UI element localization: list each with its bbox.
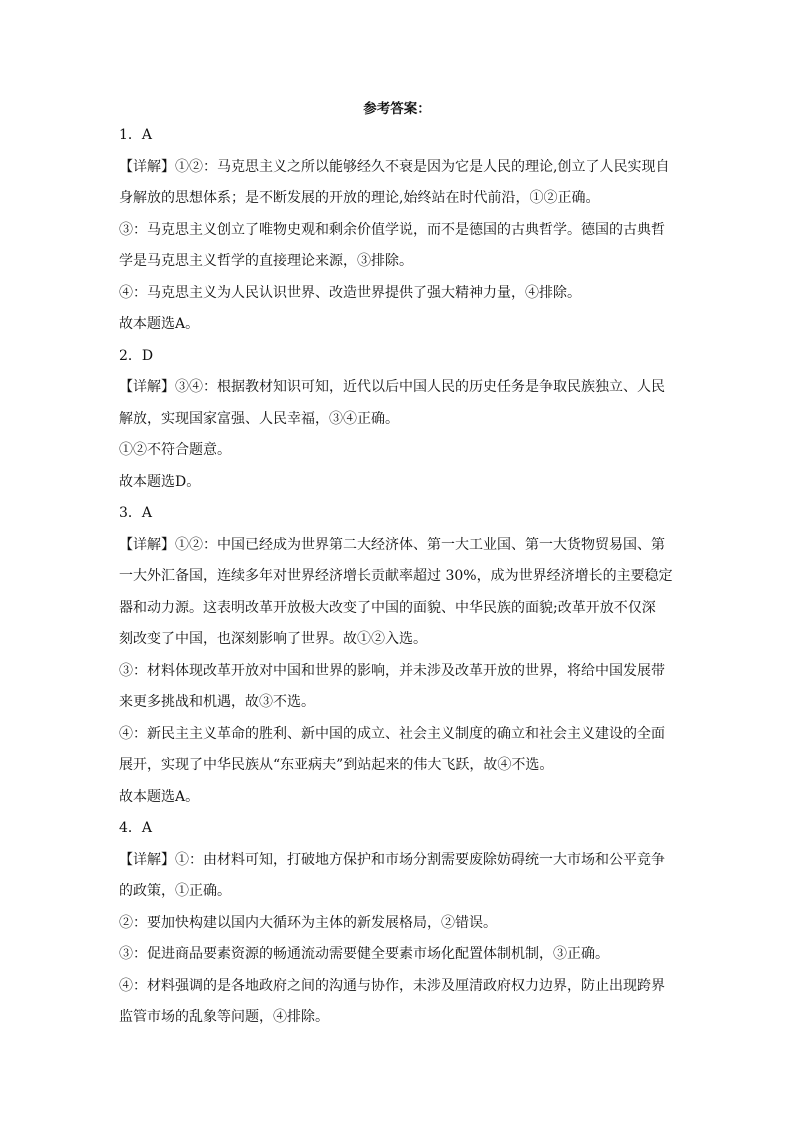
answer-line: ③：促进商品要素资源的畅通流动需要健全要素市场化配置体制机制，③正确。 <box>119 946 609 962</box>
answer-line: 故本题选A。 <box>119 788 200 805</box>
answer-line: 【详解】①②：马克思主义之所以能够经久不衰是因为它是人民的理论,创立了人民实现自 <box>119 158 670 175</box>
answer-line: ④：新民主主义革命的胜利、新中国的成立、社会主义制度的确立和社会主义建设的全面 <box>119 725 665 742</box>
answer-line: ④：材料强调的是各地政府之间的沟通与协作，未涉及厘清政府权力边界，防止出现跨界 <box>119 977 665 994</box>
answer-body <box>119 120 679 1034</box>
answer-line: ③：材料体现改革开放对中国和世界的影响，并未涉及改革开放的世界，将给中国发展带 <box>119 662 665 679</box>
answer-line: 1．A <box>119 127 153 143</box>
answer-line: 4．A <box>119 820 153 836</box>
page-title: 参考答案： <box>363 101 431 117</box>
answer-line: 学是马克思主义哲学的直接理论来源，③排除。 <box>119 253 413 269</box>
answer-line: 【详解】①：由材料可知，打破地方保护和市场分割需要废除妨碍统一大市场和公平竞争 <box>119 851 665 868</box>
answer-line: 故本题选A。 <box>119 316 200 332</box>
answer-line: 展开，实现了中华民族从“东亚病夫”到站起来的伟大飞跃，故④不选。 <box>119 757 554 773</box>
answer-line: 监管市场的乱象等问题，④排除。 <box>119 1009 329 1025</box>
answer-line: 身解放的思想体系；是不断发展的开放的理论,始终站在时代前沿，①②正确。 <box>119 190 600 206</box>
answer-line: ④：马克思主义为人民认识世界、改造世界提供了强大精神力量，④排除。 <box>119 284 581 301</box>
answer-line: 一大外汇备国，连续多年对世界经济增长贡献率超过 30%，成为世界经济增长的主要稳定 <box>119 568 673 584</box>
answer-line: 3．A <box>119 505 153 521</box>
answer-line: 来更多挑战和机遇，故③不选。 <box>119 694 315 710</box>
answer-line: 2．D <box>119 347 154 364</box>
answer-line: 解放，实现国家富强、人民幸福，③④正确。 <box>119 410 399 427</box>
answer-line: 器和动力源。这表明改革开放极大改变了中国的面貌、中华民族的面貌;改革开放不仅深 <box>119 599 656 616</box>
answer-line: 【详解】①②：中国已经成为世界第二大经济体、第一大工业国、第一大货物贸易国、第 <box>119 536 665 553</box>
answer-line: ①②不符合题意。 <box>119 442 231 458</box>
answer-line: 【详解】③④：根据教材知识可知，近代以后中国人民的历史任务是争取民族独立、人民 <box>119 379 665 395</box>
answer-line: 的政策，①正确。 <box>119 883 231 899</box>
answer-line: ②：要加快构建以国内大循环为主体的新发展格局，②错误。 <box>119 914 497 931</box>
answer-line: 故本题选D。 <box>119 473 201 490</box>
answer-line: 刻改变了中国，也深刻影响了世界。故①②入选。 <box>119 631 427 647</box>
answer-line: ③：马克思主义创立了唯物史观和剩余价值学说，而不是德国的古典哲学。德国的古典哲 <box>119 221 665 238</box>
